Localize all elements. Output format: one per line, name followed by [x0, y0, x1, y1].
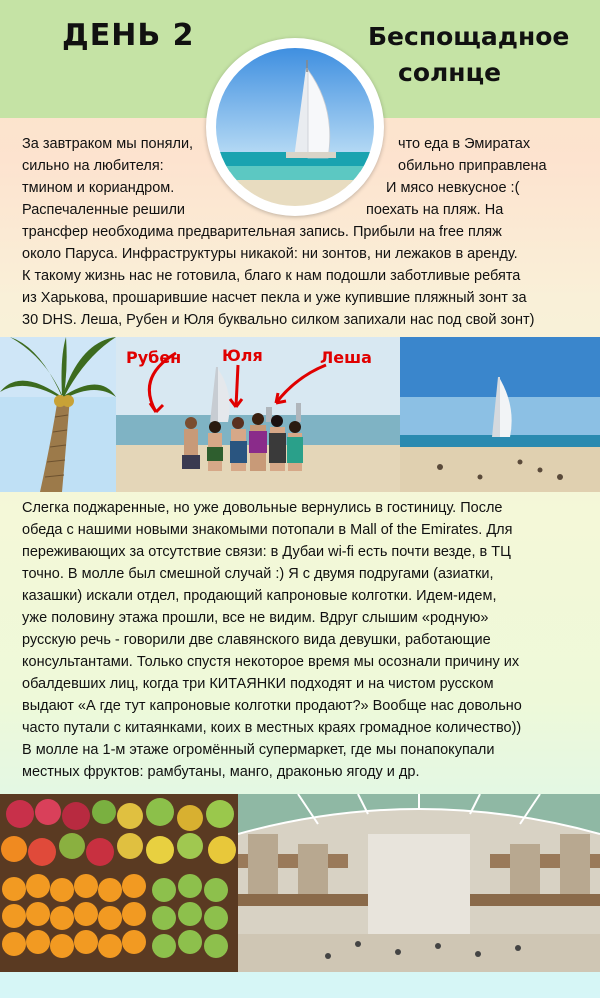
label-lesha: Леша	[320, 348, 372, 367]
beach-burj-photo	[400, 337, 600, 492]
page-title-line2: солнце	[398, 58, 502, 87]
mall-interior-photo	[238, 794, 600, 972]
story-line: Слегка поджаренные, но уже довольные вернулись в гостиницу. После	[22, 500, 503, 516]
story-line: обалдевших лиц, когда три КИТАЯНКИ подходят и на чистом русском	[22, 676, 494, 692]
story-line: консультантами. Только спустя некоторое время мы осознали причину их	[22, 654, 520, 670]
beach-group-photo	[116, 337, 400, 492]
label-yulia: Юля	[222, 346, 263, 365]
day-title: ДЕНЬ 2	[62, 18, 195, 53]
story-line: обеда с нашими новыми знакомыми потопали в Mall of the Emirates. Для	[22, 522, 513, 538]
intro-line: около Паруса. Инфраструктуры никакой: ни зонтов, ни лежаков в аренду.	[22, 246, 518, 262]
fruit-market-photo	[0, 794, 238, 972]
burj-al-arab-circle-photo	[206, 38, 384, 216]
intro-line: К такому жизнь нас не готовила, благо к нам подошли заботливые ребята	[22, 268, 521, 284]
story-line: переживающих за отсутствие связи: в Дубаи wi-fi есть почти везде, в ТЦ	[22, 544, 511, 560]
story-line: точно. В молле был смешной случай :) Я с двумя подругами (азиатки,	[22, 566, 494, 582]
story-line: В молле на 1-м этаже огромённый супермаркет, где мы понапокупали	[22, 742, 495, 758]
palm-tree-photo	[0, 337, 116, 492]
story-line: местных фруктов: рамбутаны, манго, драконью ягоду и др.	[22, 764, 420, 780]
intro-line: 30 DHS. Леша, Рубен и Юля буквально силком запихали нас под свой зонт)	[22, 312, 535, 328]
story-line: часто путали с китаянками, коих в местных краях громадное количество))	[22, 720, 522, 736]
intro-line: трансфер необходима предварительная запись. Прибыли на free пляж	[22, 224, 502, 240]
story-line: русскую речь - говорили две славянского вида девушки, работающие	[22, 632, 491, 648]
intro-line: Распечаленные решили поехать на пляж. На	[22, 202, 504, 218]
story-paragraph	[22, 497, 582, 783]
story-line: выдают «А где тут капроновые колготки продают?» Вообще нас довольно	[22, 698, 522, 714]
intro-line: За завтраком мы поняли, что еда в Эмиратах	[22, 136, 531, 152]
story-line: уже половину этажа прошли, все не видим. Вдруг слышим «родную»	[22, 610, 489, 626]
intro-line: сильно на любителя: обильно приправлена	[22, 158, 547, 174]
story-line: казашки) искали отдел, продающий капроновые колготки. Идем-идем,	[22, 588, 497, 604]
intro-line: из Харькова, прошарившие насчет пекла и уже купившие пляжный зонт за	[22, 290, 527, 306]
label-ruben: Рубен	[126, 348, 182, 367]
page-title-line1: Беспощадное	[368, 22, 570, 51]
intro-line: тмином и кориандром. И мясо невкусное :(	[22, 180, 520, 196]
